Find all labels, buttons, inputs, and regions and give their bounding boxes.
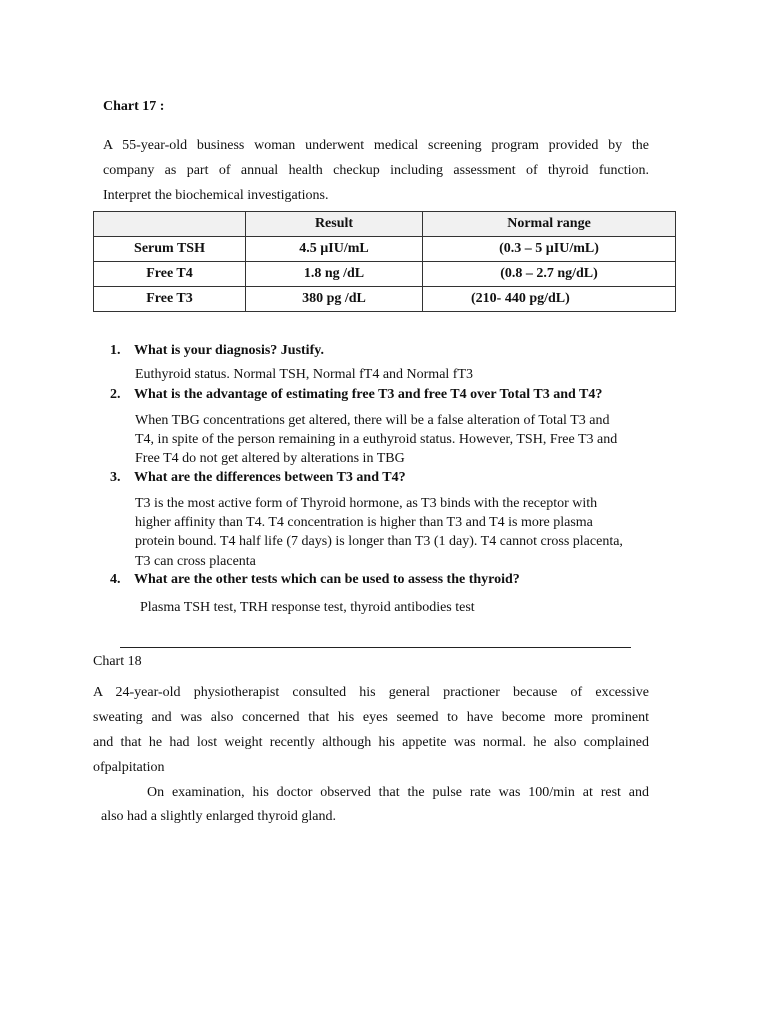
answer-2-line-1: When TBG concentrations get altered, there will be a false alteration of Total T3 and	[135, 413, 610, 428]
question-2-text: What is the advantage of estimating free T3 and free T4 over Total T3 and T4?	[134, 387, 603, 402]
row-ft3-range: (210- 440 pg/dL)	[423, 287, 676, 312]
header-cell-normal-range: Normal range	[423, 212, 676, 237]
row-ft4-result: 1.8 ng /dL	[246, 262, 423, 287]
header-cell-parameter	[94, 212, 246, 237]
chart18-para1-line-3: and that he had lost weight recently although his appetite was normal. he also complained	[93, 735, 649, 750]
question-3-text: What are the differences between T3 and T4?	[134, 470, 406, 485]
chart18-para2-line-2: also had a slightly enlarged thyroid gland.	[101, 809, 336, 824]
answer-4	[140, 598, 685, 617]
row-tsh-parameter: Serum TSH	[94, 237, 246, 262]
answer-2-line-3: Free T4 do not get altered by alterations in TBG	[135, 451, 405, 467]
answer-3-line-2: higher affinity than T4. T4 concentration is higher than T3 and T4 is more plasma	[135, 515, 593, 531]
answer-2	[135, 411, 680, 469]
chart18-title: Chart 18	[93, 654, 142, 669]
header-cell-result: Result	[246, 212, 423, 237]
answer-2-line-2: T4, in spite of the person remaining in a euthyroid status. However, TSH, Free T3 and	[135, 432, 618, 448]
answer-3-line-4: T3 can cross placenta	[135, 553, 256, 569]
row-tsh-result: 4.5 µIU/mL	[246, 237, 423, 262]
question-4-number: 4.	[110, 572, 121, 587]
question-3-number: 3.	[110, 470, 121, 485]
question-1-text: What is your diagnosis? Justify.	[134, 343, 324, 358]
question-2	[110, 387, 602, 403]
question-4-text: What are the other tests which can be used to assess the thyroid?	[134, 572, 520, 587]
answer-3-line-3: protein bound. T4 half life (7 days) is longer than T3 (1 day). T4 cannot cross placenta,	[135, 534, 623, 550]
table-header-row	[94, 212, 676, 237]
row-ft3-parameter: Free T3	[94, 287, 246, 312]
chart17-intro-line-2: company as part of annual health checkup including assessment of thyroid function.	[103, 163, 649, 178]
table-row	[94, 262, 676, 287]
answer-1-line-1: Euthyroid status. Normal TSH, Normal fT4 and Normal fT3	[135, 367, 474, 382]
row-ft3-result: 380 pg /dL	[246, 287, 423, 312]
section-divider	[120, 647, 631, 648]
chart17-intro-line-3: Interpret the biochemical investigations.	[103, 188, 329, 203]
answer-3	[135, 494, 680, 571]
chart18-para1-line-2: sweating and was also concerned that his eyes seemed to have become more prominent	[93, 710, 649, 725]
answer-1	[135, 365, 680, 384]
table-row	[94, 237, 676, 262]
question-3	[110, 470, 406, 486]
chart18-para2-line-1: On examination, his doctor observed that the pulse rate was 100/min at rest and	[147, 785, 649, 800]
answer-4-line-1: Plasma TSH test, TRH response test, thyroid antibodies test	[140, 600, 475, 615]
chart18-para1-line-1: A 24-year-old physiotherapist consulted his general practioner because of excessive	[93, 685, 649, 700]
table-row	[94, 287, 676, 312]
chart17-intro-line-1: A 55-year-old business woman underwent medical screening program provided by the	[103, 138, 649, 153]
question-4	[110, 572, 520, 588]
row-tsh-range: (0.3 – 5 µIU/mL)	[423, 237, 676, 262]
row-ft4-range: (0.8 – 2.7 ng/dL)	[423, 262, 676, 287]
answer-3-line-1: T3 is the most active form of Thyroid hormone, as T3 binds with the receptor with	[135, 496, 598, 511]
question-2-number: 2.	[110, 387, 121, 402]
chart17-title: Chart 17 :	[103, 99, 165, 114]
chart18-para1-line-4: ofpalpitation	[93, 760, 165, 775]
question-1	[110, 343, 324, 359]
thyroid-results-table	[93, 211, 676, 312]
question-1-number: 1.	[110, 343, 121, 358]
row-ft4-parameter: Free T4	[94, 262, 246, 287]
